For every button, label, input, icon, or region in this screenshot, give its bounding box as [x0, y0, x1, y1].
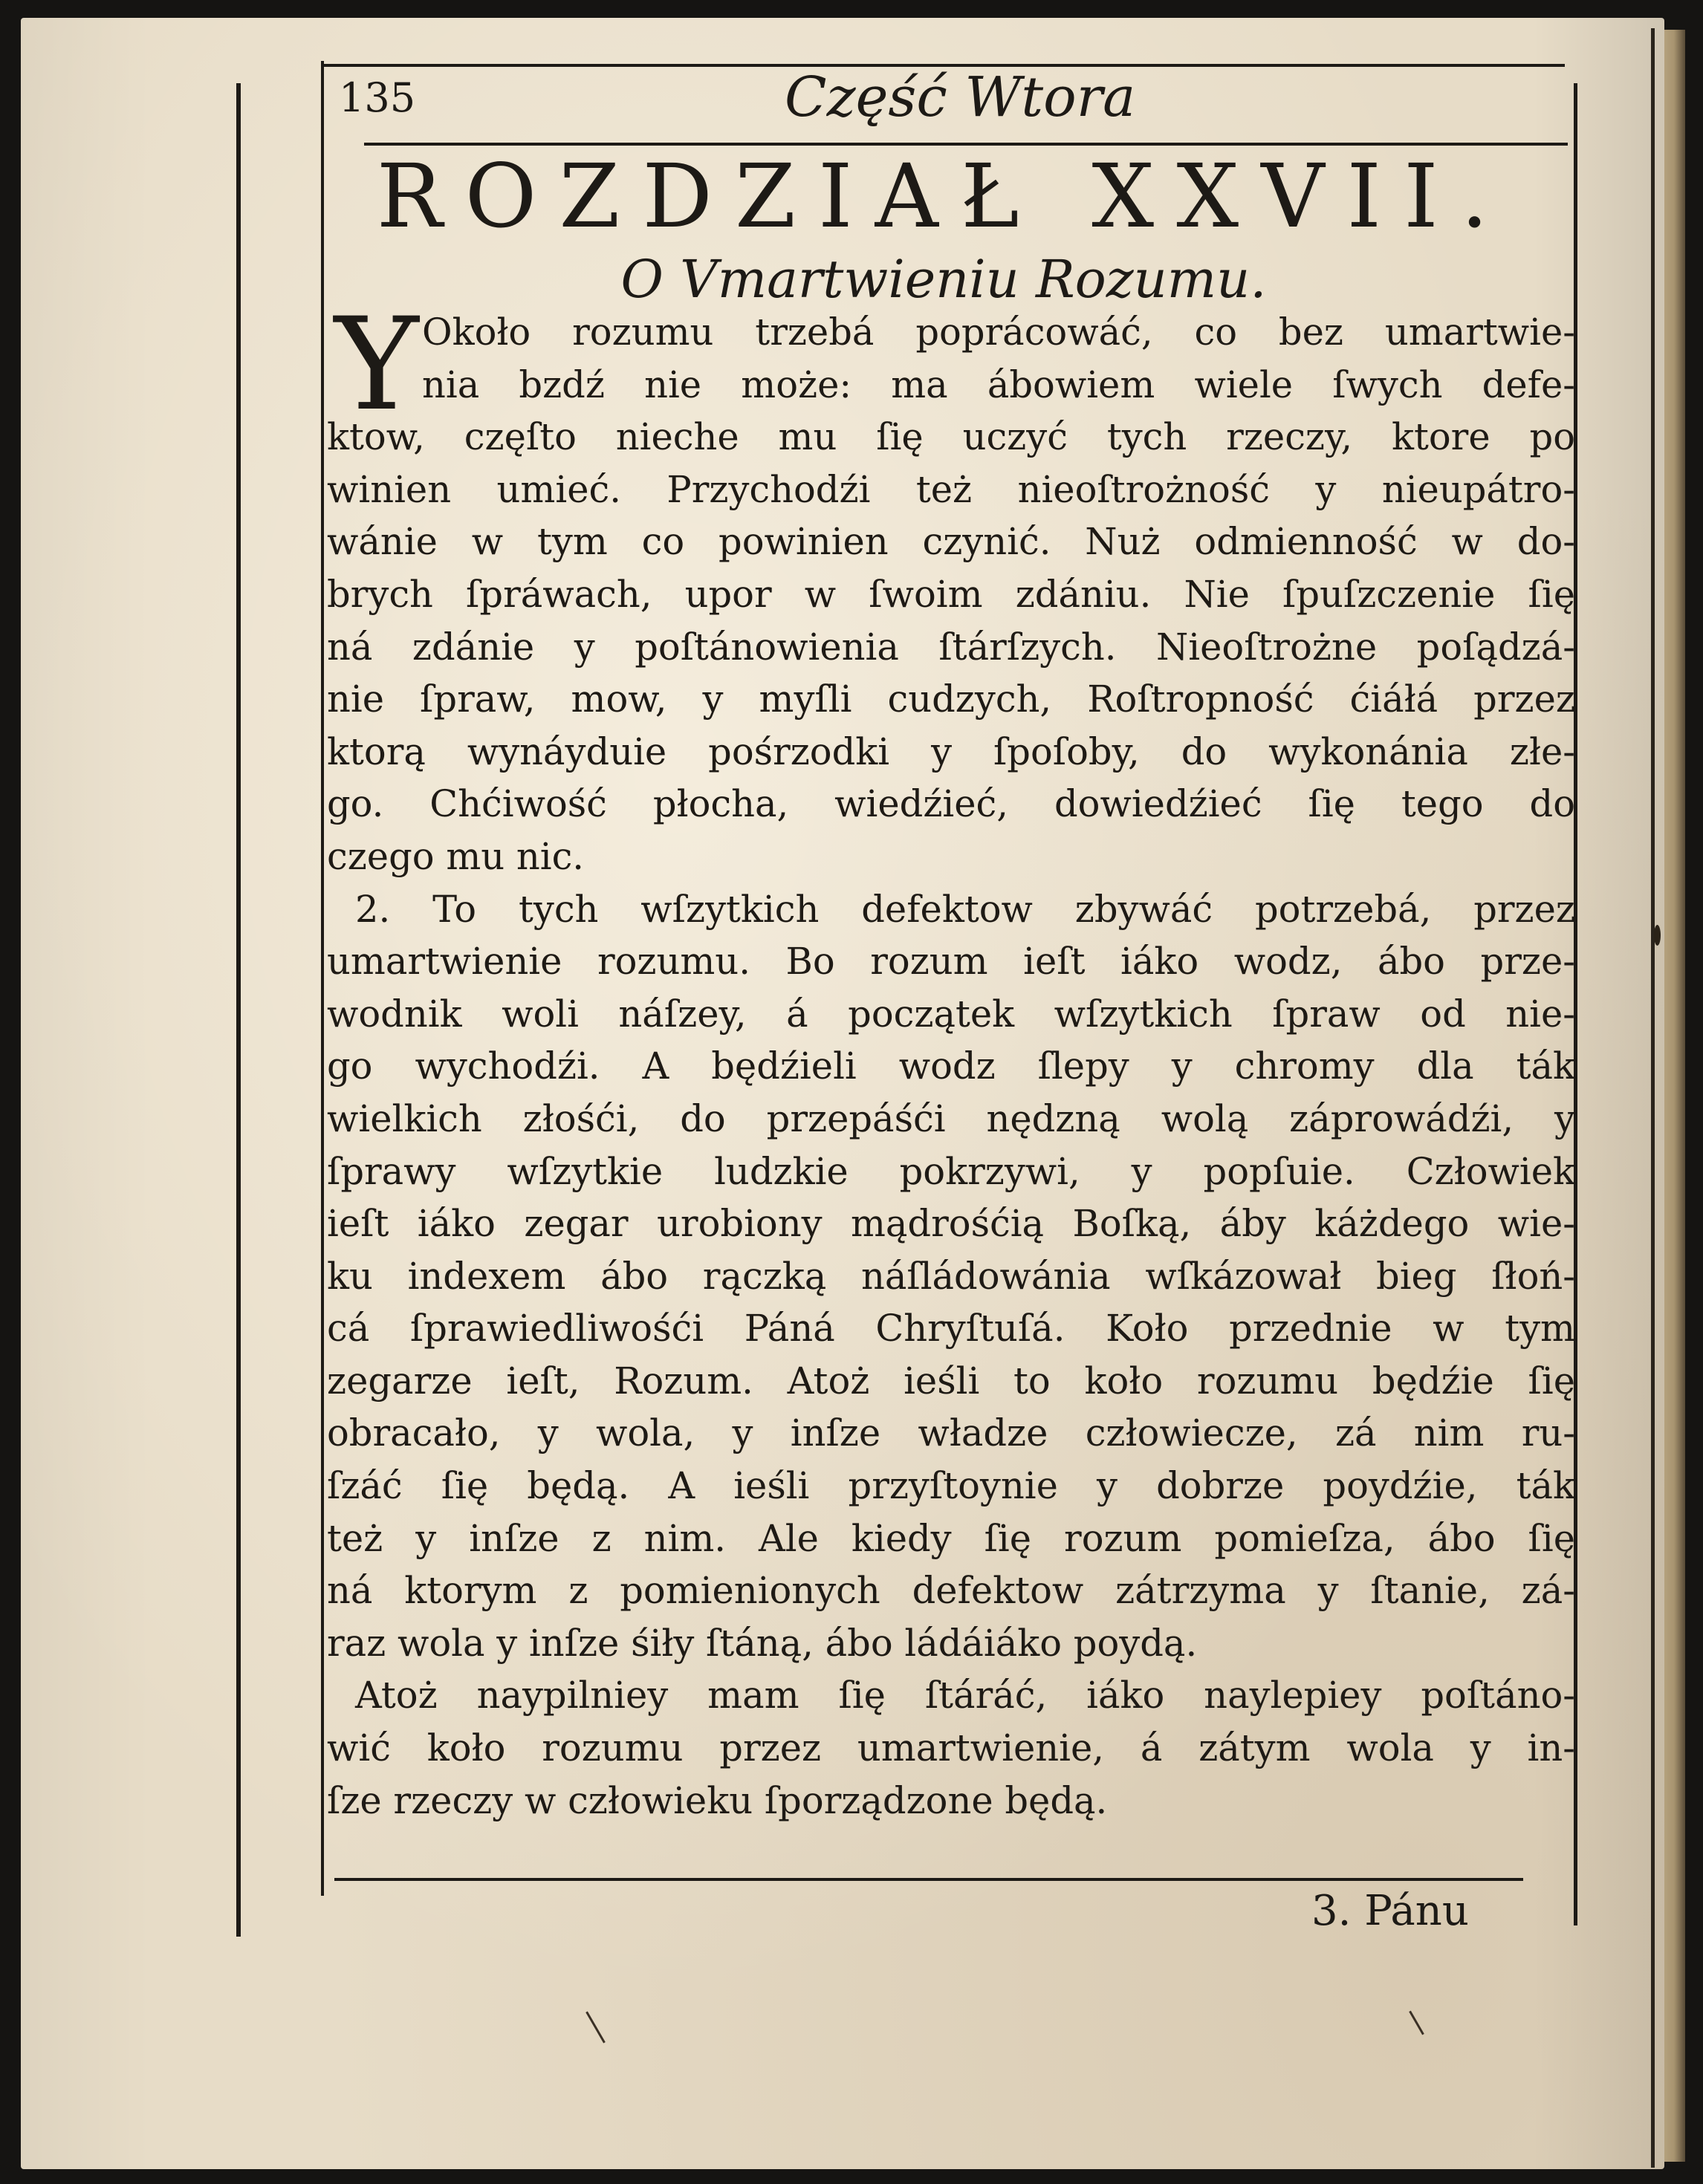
- text-line: ſzáć ſię będą. A ieśli przyſtoynie y dobrze poydźie, ták: [327, 1464, 1575, 1508]
- text-line: go wychodźi. A będźieli wodz ſlepy y chromy dla ták: [327, 1044, 1575, 1088]
- text-line: obracało, y wola, y inſze władze człowiecze, zá nim ru-: [327, 1411, 1575, 1455]
- text-line: zegarze ieſt, Rozum. Atoż ieśli to koło rozumu będźie ſię: [327, 1359, 1575, 1403]
- chapter-title: ROZDZIAŁ XXVII.: [376, 145, 1511, 247]
- text-line: ktorą wynáyduie pośrzodki y ſpoſoby, do wykonánia złe-: [327, 729, 1575, 773]
- text-line: też y inſze z nim. Ale kiedy ſię rozum pomieſza, ábo ſię: [327, 1516, 1575, 1560]
- text-line: wić koło rozumu przez umartwienie, á zátym wola y in-: [327, 1726, 1575, 1770]
- text-line: ná ktorym z pomienionych defektow zátrzyma y ſtanie, zá-: [327, 1569, 1575, 1613]
- text-line: czego mu nic.: [327, 834, 585, 878]
- drop-cap: Y: [334, 290, 419, 439]
- text-line: ſze rzeczy w człowieku ſporządzone będą.: [327, 1778, 1108, 1822]
- text-line: winien umieć. Przychodźi też nieoſtrożność y nieupátro-: [327, 467, 1575, 511]
- text-line: nie ſpraw, mow, y myſli cudzych, Roſtropność ćiáłá przez: [327, 677, 1575, 721]
- text-line: wánie w tym co powinien czynić. Nuż odmienność w do-: [327, 520, 1575, 564]
- text-line: go. Chćiwość płocha, wiedźieć, dowiedźieć ſię tego do: [327, 782, 1575, 826]
- text-line: wielkich złośći, do przepáśći nędzną wolą záprowádźi, y: [327, 1096, 1575, 1140]
- ink-speck: [1654, 925, 1661, 946]
- bottom-rule: [334, 1878, 1523, 1881]
- text-line: nia bzdź nie może: ma ábowiem wiele ſwych defe-: [422, 363, 1575, 406]
- text-line: ku indexem ábo rączką náſládowánia wſkázował bieg ſłoń-: [327, 1254, 1575, 1298]
- text-line: raz wola y inſze śiły ſtáną, ábo ládáiáko poydą.: [327, 1621, 1198, 1665]
- text-line: umartwienie rozumu. Bo rozum ieſt iáko wodz, ábo prze-: [327, 940, 1575, 984]
- text-line: Atoż naypilniey mam ſię ſtáráć, iáko naylepiey poſtáno-: [355, 1674, 1575, 1717]
- text-line: ieſt iáko zegar urobiony mądrośćią Boſką, áby káżdego wie-: [327, 1202, 1575, 1246]
- text-line: ná zdánie y poſtánowienia ſtárſzych. Nieoſtrożne poſądzá-: [327, 625, 1575, 669]
- page-edge-shadow: [1651, 28, 1655, 2168]
- text-line: ſprawy wſzytkie ludzkie pokrzywi, y popſuie. Człowiek: [327, 1149, 1575, 1193]
- text-line: 2. To tych wſzytkich defektow zbywáć potrzebá, przez: [355, 887, 1575, 931]
- catchword: 3. Pánu: [1311, 1887, 1469, 1935]
- text-line: brych ſpráwach, upor w ſwoim zdániu. Nie ſpuſzczenie ſię: [327, 572, 1575, 616]
- body-text: [327, 290, 1575, 1866]
- inner-left-rule: [321, 61, 324, 1896]
- text-line: wodnik woli náſzey, á początek wſzytkich ſpraw od nie-: [327, 992, 1575, 1036]
- text-line: cá ſprawiedliwośći Páná Chryſtuſá. Koło przednie w tym: [327, 1307, 1575, 1351]
- page-number: 135: [339, 74, 416, 121]
- chapter-subtitle: O Vmartwieniu Rozumu.: [620, 249, 1267, 310]
- page-header: [339, 65, 1528, 147]
- running-head: Część Wtora: [785, 65, 1136, 129]
- text-line: ktow, częſto nieche mu ſię uczyć tych rzeczy, ktore po: [327, 415, 1575, 459]
- outer-left-rule: [236, 83, 241, 1937]
- text-line: Około rozumu trzebá poprácowáć, co bez umartwie-: [422, 311, 1575, 354]
